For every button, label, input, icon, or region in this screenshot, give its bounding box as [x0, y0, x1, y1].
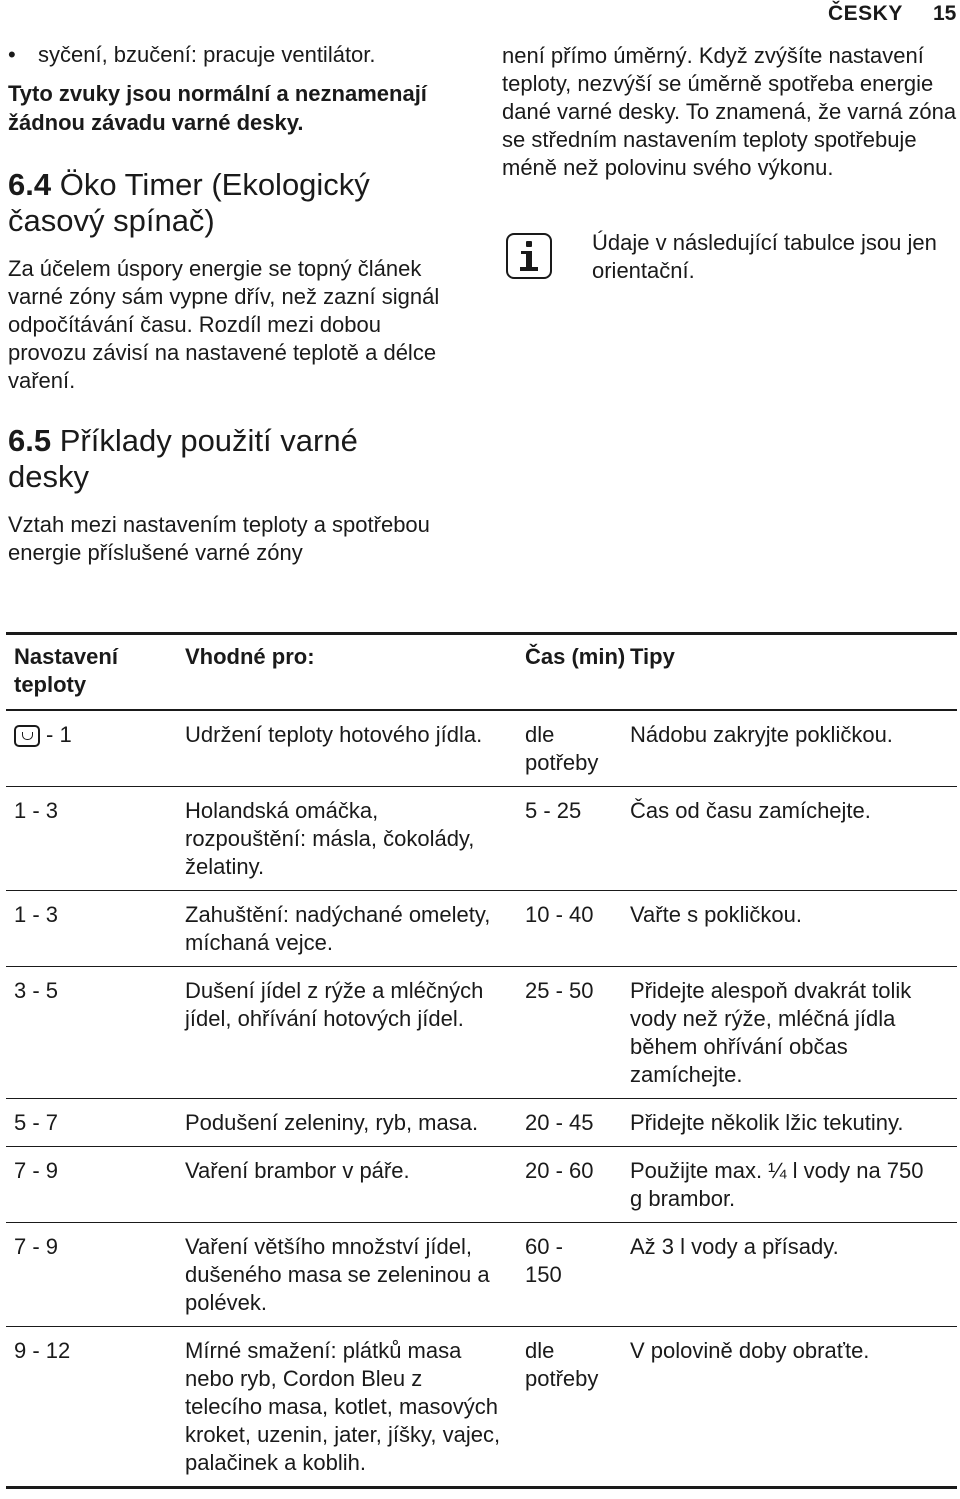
cell-tip: Až 3 l vody a přísady. [630, 1223, 957, 1327]
cell-setting [6, 710, 185, 787]
header-setting: Nastavení teploty [6, 634, 185, 711]
cell-time: 20 - 60 [525, 1147, 630, 1223]
cell-use: Udržení teploty hotového jídla. [185, 710, 525, 787]
cell-time: dle potřeby [525, 710, 630, 787]
table-row [6, 1099, 957, 1147]
cell-use: Zahuštění: nadýchané omelety, míchaná vejce. [185, 891, 525, 967]
section-6-5-title: Příklady použití varné desky [8, 423, 358, 494]
table-row [6, 891, 957, 967]
cell-setting: 5 - 7 [6, 1099, 185, 1147]
section-6-5-text: Vztah mezi nastavením teploty a spotřebou energie příslušené varné zóny [8, 512, 430, 565]
header-use: Vhodné pro: [185, 634, 525, 711]
cell-setting: 1 - 3 [6, 787, 185, 891]
normal-sounds-note: Tyto zvuky jsou normální a neznamenají žádnou závadu varné desky. [8, 81, 427, 135]
cell-use: Podušení zeleniny, ryb, masa. [185, 1099, 525, 1147]
cell-tip: Použijte max. ¼ l vody na 750 g brambor. [630, 1147, 957, 1223]
table-row [6, 1327, 957, 1488]
header-tips: Tipy [630, 634, 957, 711]
cell-use: Vaření brambor v páře. [185, 1147, 525, 1223]
header-language: ČESKY [828, 2, 903, 25]
cell-tip: Čas od času zamíchejte. [630, 787, 957, 891]
cell-time: 60 - 150 [525, 1223, 630, 1327]
cell-time: 20 - 45 [525, 1099, 630, 1147]
bullet-text: syčení, bzučení: pracuje ventilátor. [38, 42, 376, 67]
right-column [502, 42, 957, 182]
cooking-examples-table [6, 632, 957, 1489]
keep-warm-icon [14, 725, 40, 747]
info-note-text: Údaje v následující tabulce jsou jen orientační. [592, 230, 937, 283]
cell-tip: Přidejte několik lžic tekutiny. [630, 1099, 957, 1147]
cell-setting: 3 - 5 [6, 967, 185, 1099]
table-row [6, 1223, 957, 1327]
section-6-4-heading [8, 167, 418, 239]
info-icon [506, 233, 552, 279]
section-6-5-number: 6.5 [8, 423, 52, 458]
cell-tip: Nádobu zakryjte pokličkou. [630, 710, 957, 787]
cell-use: Vaření většího množství jídel, dušeného masa se zeleninou a polévek. [185, 1223, 525, 1327]
cell-tip: Vařte s pokličkou. [630, 891, 957, 967]
cell-setting: 7 - 9 [6, 1223, 185, 1327]
cell-time: 10 - 40 [525, 891, 630, 967]
left-column [8, 40, 478, 567]
page-number: 15 [933, 2, 957, 25]
cell-setting: 7 - 9 [6, 1147, 185, 1223]
cell-use: Holandská omáčka, rozpouštění: másla, čokolády, želatiny. [185, 787, 525, 891]
section-6-4-title: Öko Timer (Ekologický časový spínač) [8, 167, 370, 238]
table-row [6, 787, 957, 891]
header-time: Čas (min) [525, 634, 630, 711]
table-row [6, 967, 957, 1099]
table-row [6, 710, 957, 787]
cell-tip: Přidejte alespoň dvakrát tolik vody než rýže, mléčná jídla během ohřívání občas zamíchejte. [630, 967, 957, 1099]
table-header-row [6, 634, 957, 711]
table-row [6, 1147, 957, 1223]
setting-value: - 1 [46, 722, 72, 747]
cell-use: Mírné smažení: plátků masa nebo ryb, Cordon Bleu z telecího masa, kotlet, masových kroket, uzenin, jater, jíšky, vajec, palačinek a koblih. [185, 1327, 525, 1488]
cell-use: Dušení jídel z rýže a mléčných jídel, ohřívání hotových jídel. [185, 967, 525, 1099]
bullet-dot-icon: • [8, 42, 16, 67]
section-6-5-heading [8, 423, 418, 495]
section-6-4-number: 6.4 [8, 167, 52, 202]
cell-time: 25 - 50 [525, 967, 630, 1099]
cell-time: 5 - 25 [525, 787, 630, 891]
cell-setting: 1 - 3 [6, 891, 185, 967]
cell-tip: V polovině doby obraťte. [630, 1327, 957, 1488]
cell-setting: 9 - 12 [6, 1327, 185, 1488]
section-6-4-text: Za účelem úspory energie se topný článek varné zóny sám vypne dřív, než zazní signál odpočítávání času. Rozdíl mezi dobou provozu závisí na nastavené teplotě a délce vaření. [8, 256, 440, 393]
energy-explanation-text: není přímo úměrný. Když zvýšíte nastavení teploty, nezvýší se úměrně spotřeba energie dané varné desky. To znamená, že varná zóna se středním nastavením teploty spotřebuje méně než polovinu svého výkonu. [502, 43, 957, 180]
cell-time: dle potřeby [525, 1327, 630, 1488]
bullet-item [8, 40, 478, 69]
